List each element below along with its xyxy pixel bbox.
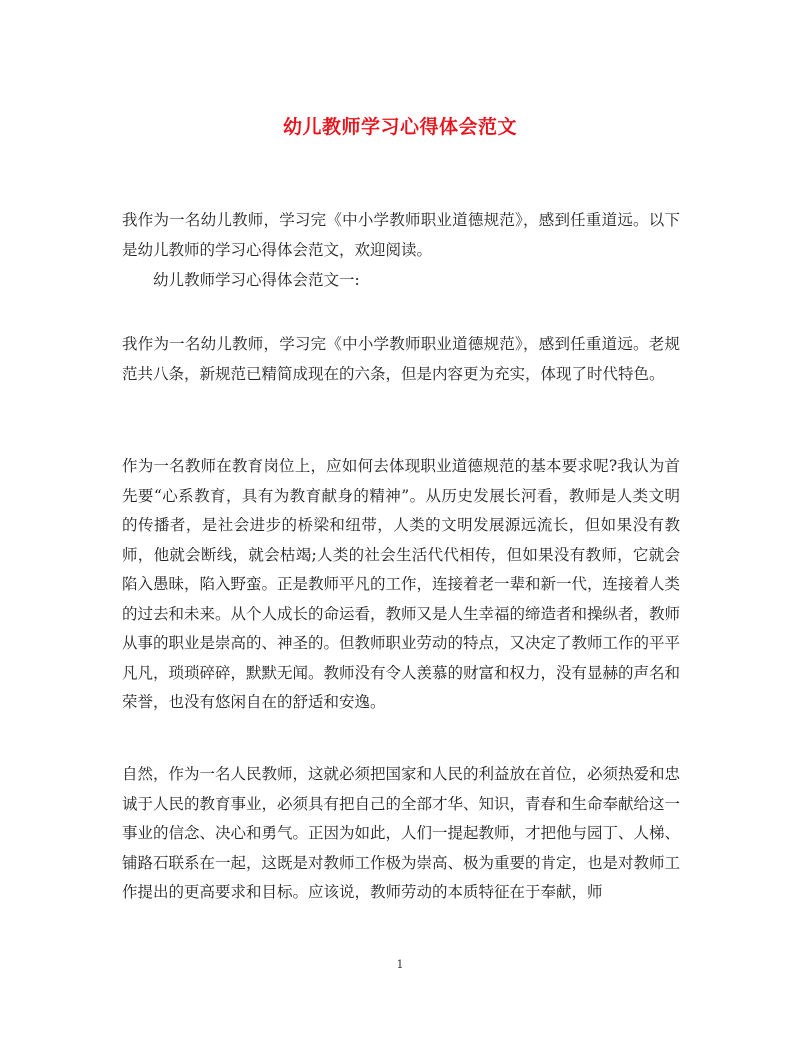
body-paragraph-2: 作为一名教师在教育岗位上，应如何去体现职业道德规范的基本要求呢?我认为首先要“心系教育，具有为教育献身的精神”。从历史发展长河看，教师是人类文明的传播者，是社会进步的桥梁和纽带，人类的文明发展源远流长，但如果没有教师，他就会断线，就会枯竭;人类的社会生活代代相传，但如果没有教师，它就会陷入愚昧，陷入野蛮。正是教师平凡的工作，连接着老一辈和新一代，连接着人类的过去和未来。从个人成长的命运看，教师又是人生幸福的缔造者和操纵者，教师从事的职业是崇高的、神圣的。但教师职业劳动的特点，又决定了教师工作的平平凡凡，琐琐碎碎，默默无闻。教师没有令人羡慕的财富和权力，没有显赫的声名和荣誉，也没有悠闲自在的舒适和安逸。	[122, 457, 681, 711]
document-title: 幼儿教师学习心得体会范文	[282, 116, 517, 138]
page-number: 1	[396, 958, 404, 971]
section-heading: 幼儿教师学习心得体会范文一:	[153, 271, 360, 289]
body-paragraph-3: 自然，作为一名人民教师，这就必须把国家和人民的利益放在首位，必须热爱和忠诚于人民的教育事业，必须具有把自己的全部才华、知识，青春和生命奉献给这一事业的信念、决心和勇气。正因为如此，人们一提起教师，才把他与园丁、人梯、铺路石联系在一起，这既是对教师工作极为崇高、极为重要的肯定，也是对教师工作提出的更高要求和目标。应该说，教师劳动的本质特征在于奉献，师	[122, 765, 681, 901]
intro-paragraph: 我作为一名幼儿教师，学习完《中小学教师职业道德规范》，感到任重道远。以下是幼儿教师的学习心得体会范文，欢迎阅读。	[122, 211, 680, 259]
body-paragraph-1: 我作为一名幼儿教师，学习完《中小学教师职业道德规范》，感到任重道远。老规范共八条，新规范已精简成现在的六条，但是内容更为充实，体现了时代特色。	[122, 335, 680, 383]
